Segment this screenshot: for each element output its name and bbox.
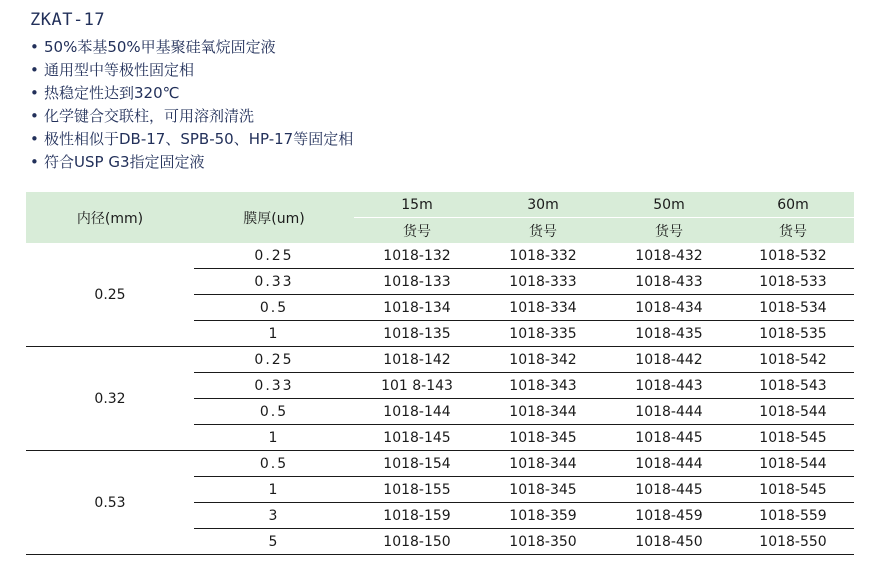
part-number-cell: 1018-145 — [354, 425, 480, 451]
film-thickness-cell: 3 — [194, 503, 354, 529]
part-number-cell: 1018-444 — [606, 451, 732, 477]
feature-item — [30, 82, 353, 105]
part-number-cell: 1018-159 — [354, 503, 480, 529]
header-row-lengths — [26, 192, 854, 218]
part-number-cell: 1018-345 — [480, 477, 606, 503]
part-number-cell: 1018-342 — [480, 347, 606, 373]
part-number-cell: 1018-533 — [732, 269, 854, 295]
part-number-cell: 1018-545 — [732, 477, 854, 503]
inner-diameter-cell: 0.32 — [26, 347, 194, 451]
bullet-icon: • — [30, 61, 39, 79]
header-part-number: 货号 — [732, 218, 854, 244]
part-number-cell: 1018-150 — [354, 529, 480, 555]
part-number-cell: 1018-443 — [606, 373, 732, 399]
header-length-15m: 15m — [354, 192, 480, 218]
film-thickness-cell: 5 — [194, 529, 354, 555]
part-number-cell: 1018-450 — [606, 529, 732, 555]
film-thickness-cell: 0.25 — [194, 243, 354, 269]
spec-table — [26, 192, 854, 555]
table-body — [26, 243, 854, 555]
film-thickness-cell: 0.33 — [194, 269, 354, 295]
bullet-icon: • — [30, 107, 39, 125]
film-thickness-cell: 0.33 — [194, 373, 354, 399]
inner-diameter-cell: 0.53 — [26, 451, 194, 555]
part-number-cell: 1018-344 — [480, 451, 606, 477]
header-length-50m: 50m — [606, 192, 732, 218]
part-number-cell: 1018-350 — [480, 529, 606, 555]
part-number-cell: 1018-459 — [606, 503, 732, 529]
part-number-cell: 1018-559 — [732, 503, 854, 529]
part-number-cell: 1018-445 — [606, 477, 732, 503]
feature-list — [30, 36, 353, 174]
part-number-cell: 1018-544 — [732, 451, 854, 477]
part-number-cell: 1018-535 — [732, 321, 854, 347]
part-number-cell: 1018-550 — [732, 529, 854, 555]
feature-text: 通用型中等极性固定相 — [44, 61, 195, 79]
header-part-number: 货号 — [480, 218, 606, 244]
film-thickness-cell: 0.5 — [194, 399, 354, 425]
part-number-cell: 1018-332 — [480, 243, 606, 269]
part-number-cell: 1018-155 — [354, 477, 480, 503]
part-number-cell: 1018-434 — [606, 295, 732, 321]
part-number-cell: 1018-144 — [354, 399, 480, 425]
bullet-icon: • — [30, 38, 39, 56]
film-thickness-cell: 1 — [194, 425, 354, 451]
part-number-cell: 1018-543 — [732, 373, 854, 399]
feature-item — [30, 36, 353, 59]
header-part-number: 货号 — [606, 218, 732, 244]
bullet-icon: • — [30, 84, 39, 102]
part-number-cell: 1018-545 — [732, 425, 854, 451]
feature-text: 热稳定性达到320℃ — [44, 84, 180, 102]
part-number-cell: 101 8-143 — [354, 373, 480, 399]
part-number-cell: 1018-444 — [606, 399, 732, 425]
feature-item — [30, 151, 353, 174]
header-part-number: 货号 — [354, 218, 480, 244]
part-number-cell: 1018-154 — [354, 451, 480, 477]
header-film-thickness: 膜厚(um) — [194, 192, 354, 243]
film-thickness-cell: 0.25 — [194, 347, 354, 373]
film-thickness-cell: 0.5 — [194, 295, 354, 321]
film-thickness-cell: 0.5 — [194, 451, 354, 477]
table-header — [26, 192, 854, 243]
bullet-icon: • — [30, 153, 39, 171]
film-thickness-cell: 1 — [194, 477, 354, 503]
header-length-30m: 30m — [480, 192, 606, 218]
feature-item — [30, 128, 353, 151]
part-number-cell: 1018-343 — [480, 373, 606, 399]
feature-item — [30, 59, 353, 82]
part-number-cell: 1018-142 — [354, 347, 480, 373]
feature-text: 50%苯基50%甲基聚硅氧烷固定液 — [44, 38, 276, 56]
product-title: ZKAT-17 — [30, 10, 106, 30]
part-number-cell: 1018-433 — [606, 269, 732, 295]
part-number-cell: 1018-532 — [732, 243, 854, 269]
feature-text: 极性相似于DB-17、SPB-50、HP-17等固定相 — [44, 130, 354, 148]
part-number-cell: 1018-442 — [606, 347, 732, 373]
part-number-cell: 1018-334 — [480, 295, 606, 321]
part-number-cell: 1018-542 — [732, 347, 854, 373]
part-number-cell: 1018-544 — [732, 399, 854, 425]
part-number-cell: 1018-534 — [732, 295, 854, 321]
bullet-icon: • — [30, 130, 39, 148]
table-row — [26, 347, 854, 373]
inner-diameter-cell: 0.25 — [26, 243, 194, 347]
part-number-cell: 1018-344 — [480, 399, 606, 425]
part-number-cell: 1018-345 — [480, 425, 606, 451]
part-number-cell: 1018-432 — [606, 243, 732, 269]
feature-text: 化学键合交联柱，可用溶剂清洗 — [44, 107, 255, 125]
part-number-cell: 1018-435 — [606, 321, 732, 347]
part-number-cell: 1018-133 — [354, 269, 480, 295]
part-number-cell: 1018-132 — [354, 243, 480, 269]
part-number-cell: 1018-445 — [606, 425, 732, 451]
part-number-cell: 1018-134 — [354, 295, 480, 321]
part-number-cell: 1018-335 — [480, 321, 606, 347]
header-inner-diameter: 内径(mm) — [26, 192, 194, 243]
part-number-cell: 1018-359 — [480, 503, 606, 529]
feature-item — [30, 105, 353, 128]
header-length-60m: 60m — [732, 192, 854, 218]
table-row — [26, 243, 854, 269]
part-number-cell: 1018-333 — [480, 269, 606, 295]
film-thickness-cell: 1 — [194, 321, 354, 347]
table-row — [26, 451, 854, 477]
feature-text: 符合USP G3指定固定液 — [44, 153, 205, 171]
part-number-cell: 1018-135 — [354, 321, 480, 347]
